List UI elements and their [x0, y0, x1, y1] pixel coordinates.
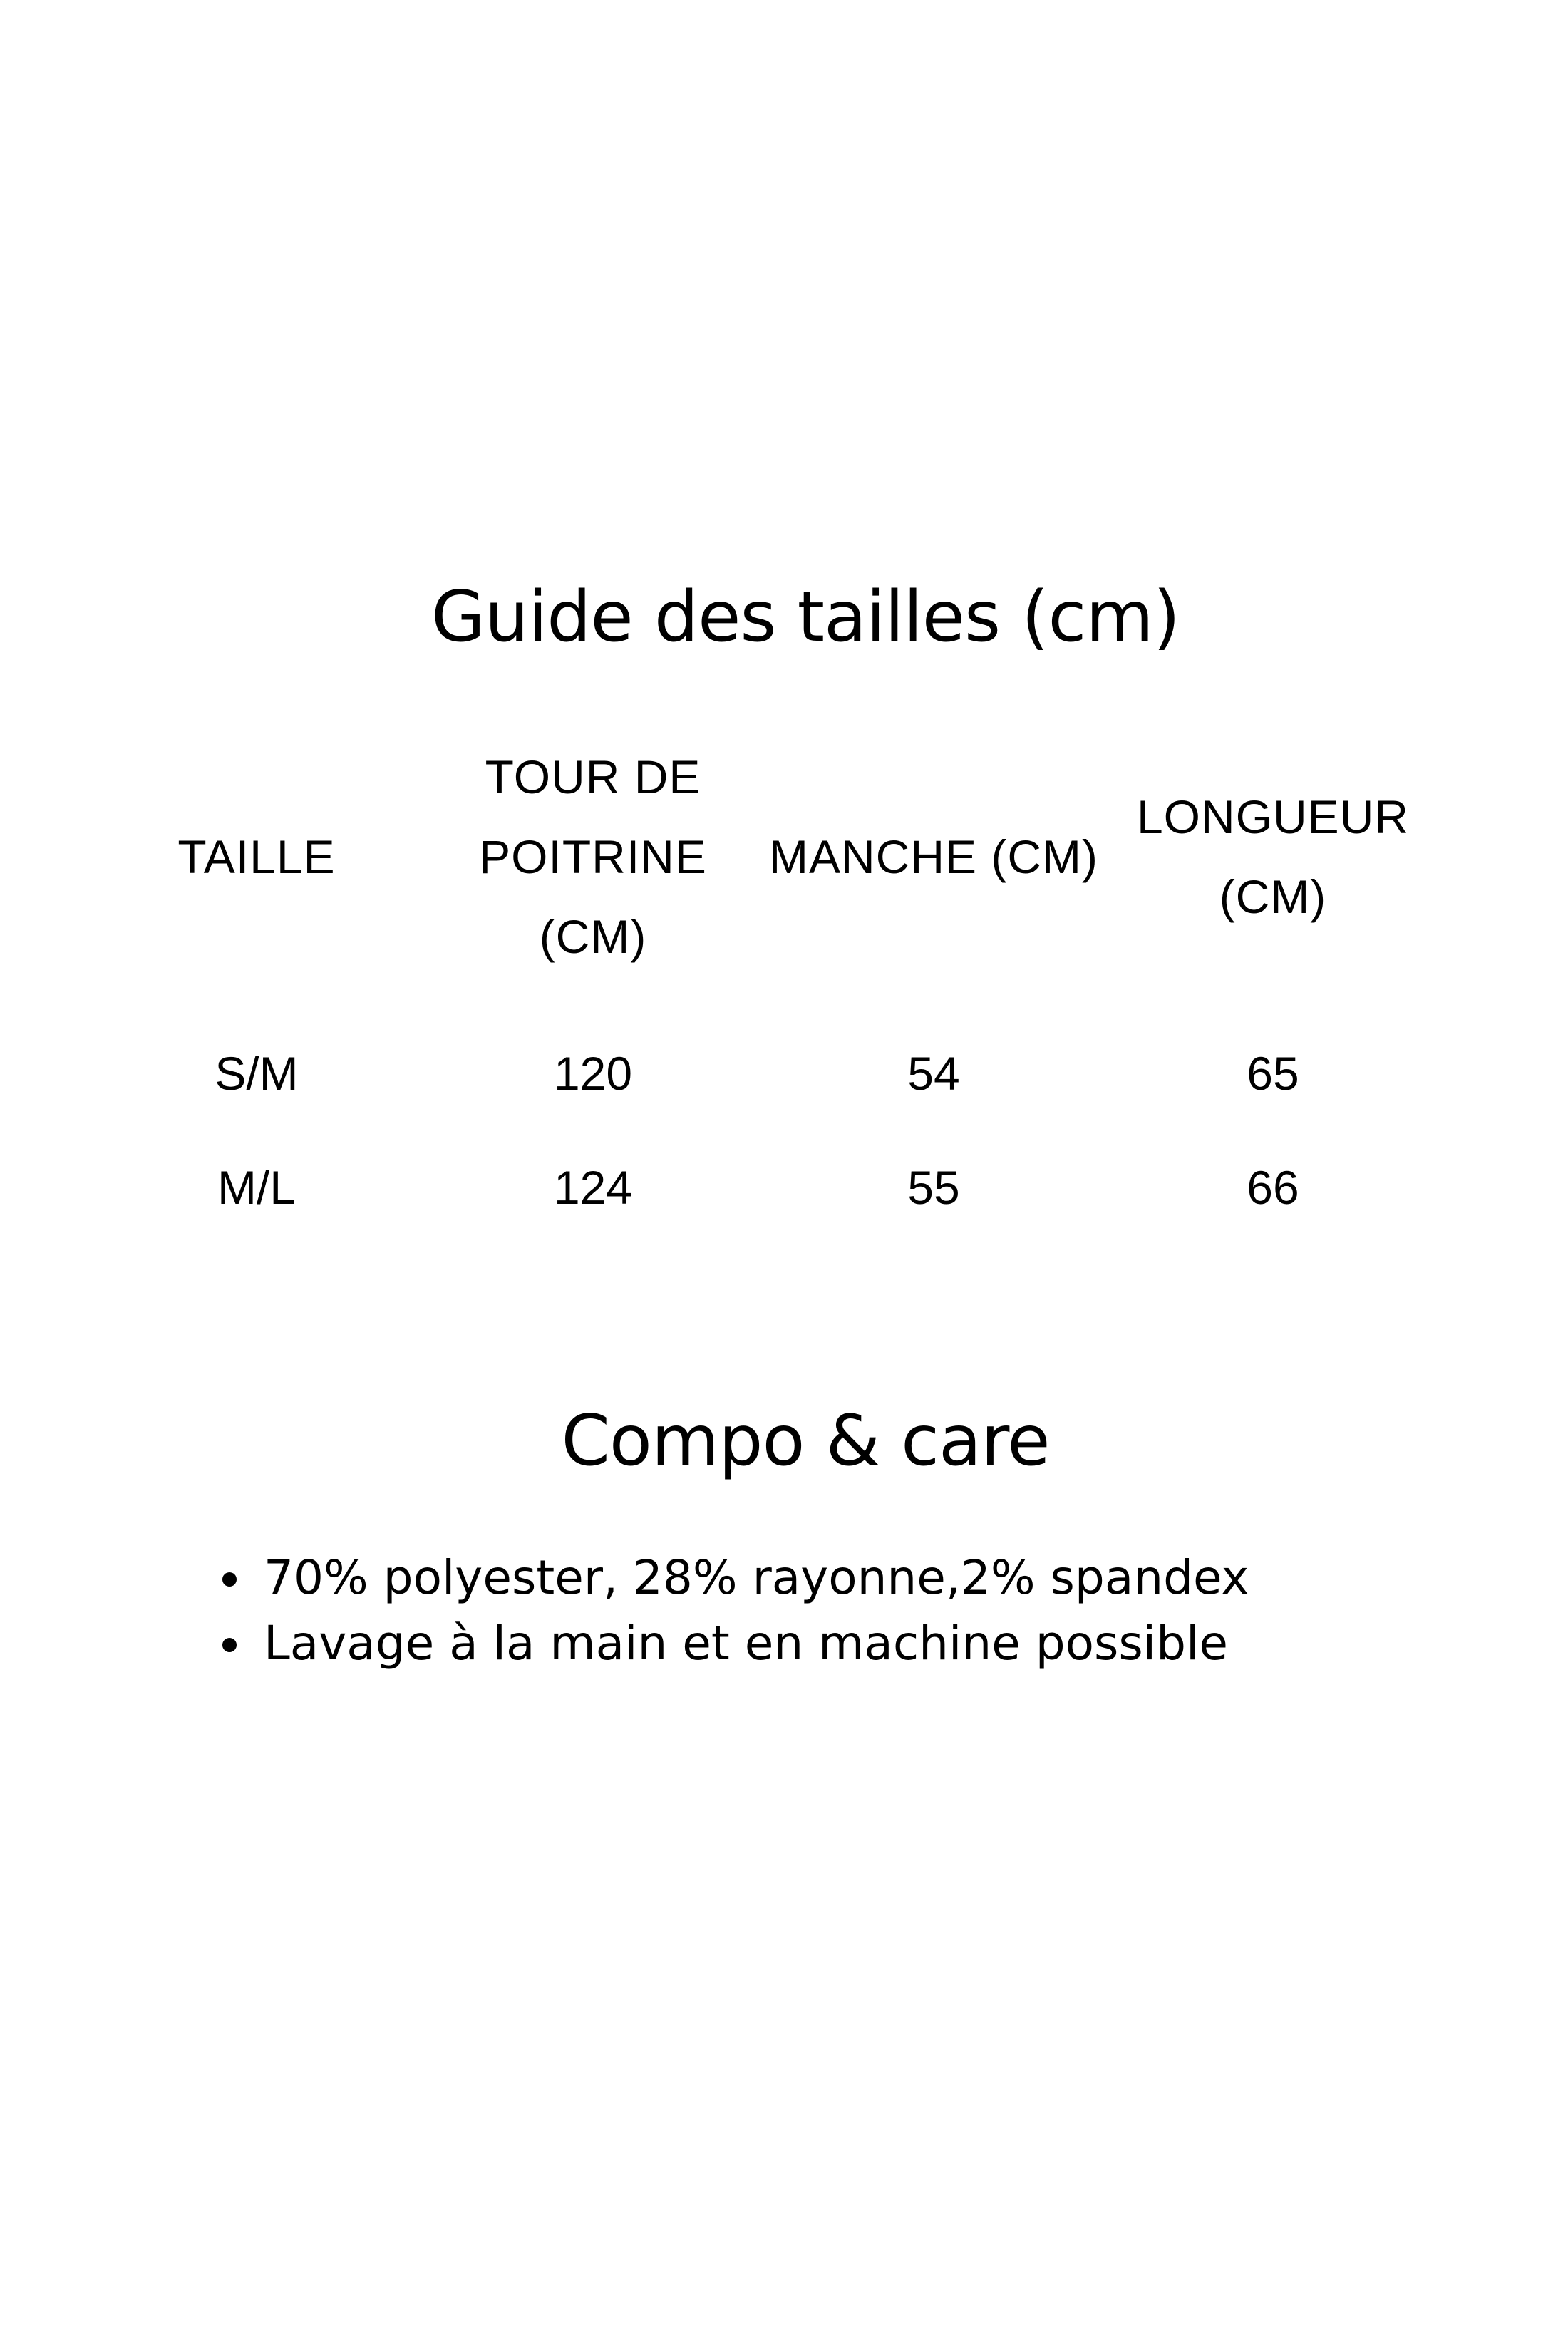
- table-cell: M/L: [217, 1161, 296, 1214]
- table-cell: 54: [907, 1047, 960, 1100]
- header-size: [177, 817, 335, 897]
- table-cell: 65: [1247, 1047, 1299, 1100]
- bullet-icon: [222, 1638, 237, 1652]
- table-cell: 55: [907, 1161, 960, 1214]
- header-length-line-2: (CM): [1219, 870, 1327, 923]
- list-item: [222, 1545, 1249, 1611]
- size-table: [0, 751, 1568, 1262]
- size-guide-title: Guide des tailles (cm): [430, 577, 1180, 658]
- care-list: [222, 1545, 1249, 1676]
- care-item-text: Lavage à la main et en machine possible: [264, 1616, 1228, 1671]
- header-chest-line-2: POITRINE: [479, 830, 707, 883]
- table-cell: 66: [1247, 1161, 1299, 1214]
- care-title: Compo & care: [561, 1401, 1050, 1482]
- header-length-line-1: LONGUEUR: [1136, 790, 1410, 843]
- table-cell: S/M: [215, 1047, 299, 1100]
- bullet-icon: [222, 1572, 237, 1587]
- header-length: [1137, 777, 1409, 937]
- header-chest: [479, 737, 707, 976]
- header-chest-line-3: (CM): [539, 910, 647, 963]
- header-sleeve: [769, 817, 1098, 897]
- header-chest-line-1: TOUR DE: [485, 751, 701, 803]
- care-item-text: 70% polyester, 28% rayonne,2% spandex: [264, 1550, 1249, 1605]
- table-cell: 124: [553, 1161, 633, 1214]
- table-cell: 120: [553, 1047, 633, 1100]
- header-sleeve-label: MANCHE (CM): [769, 830, 1098, 883]
- list-item: [222, 1611, 1249, 1676]
- header-size-label: TAILLE: [177, 830, 336, 883]
